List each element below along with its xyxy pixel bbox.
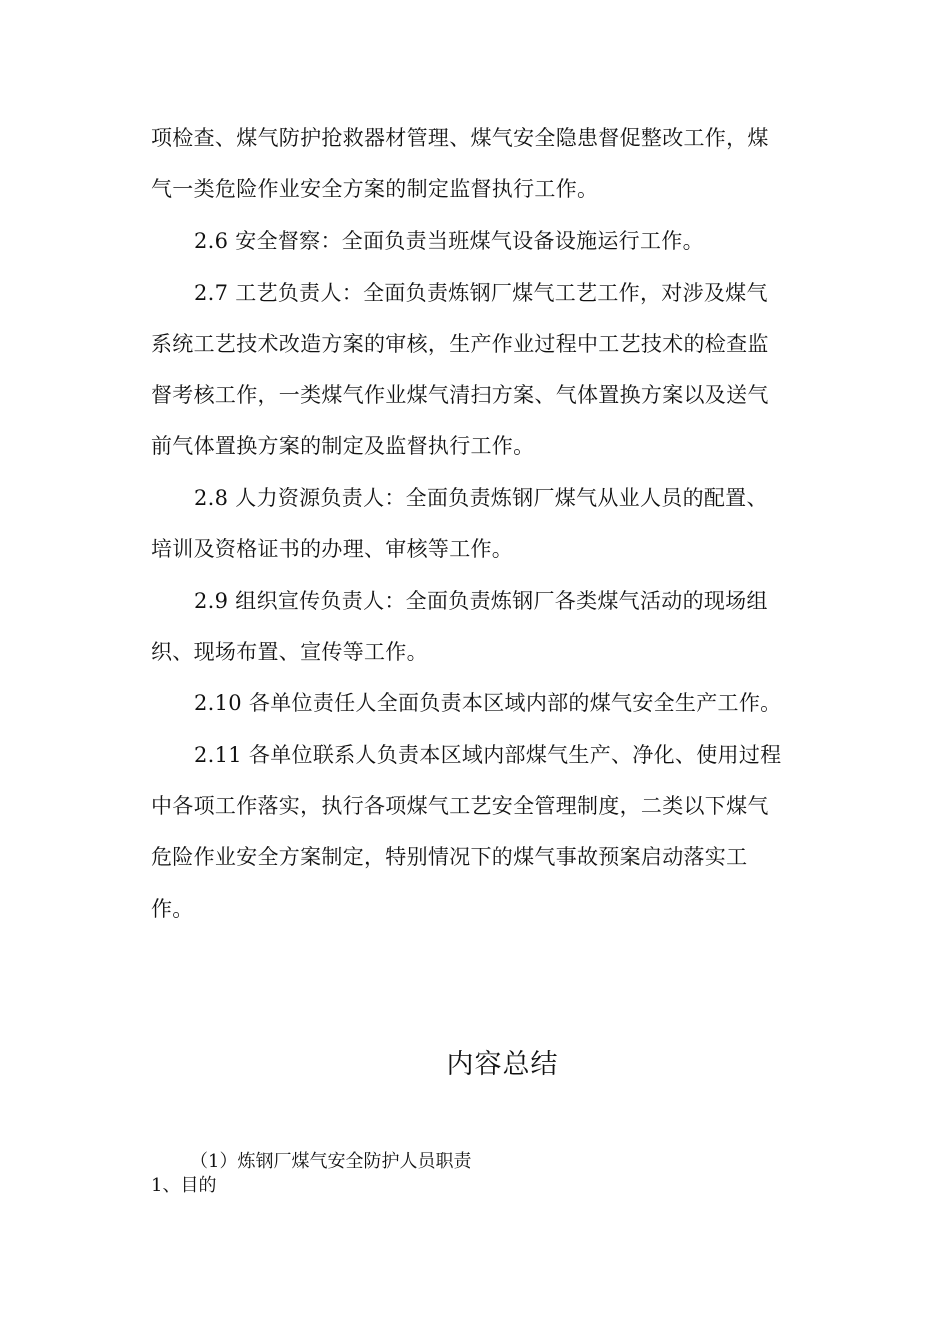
summary-item-2: 1、目的 <box>151 1175 217 1196</box>
body-line-3: 2.6 安全督察：全面负责当班煤气设备设施运行工作。 <box>194 229 704 253</box>
body-line-4: 2.7 工艺负责人：全面负责炼钢厂煤气工艺工作，对涉及煤气 <box>194 281 768 305</box>
body-line-8: 2.8 人力资源负责人：全面负责炼钢厂煤气从业人员的配置、 <box>194 486 768 510</box>
body-line-7: 前气体置换方案的制定及监督执行工作。 <box>151 434 535 458</box>
body-line-13: 2.11 各单位联系人负责本区域内部煤气生产、净化、使用过程 <box>194 743 782 767</box>
body-line-10: 2.9 组织宣传负责人：全面负责炼钢厂各类煤气活动的现场组 <box>194 589 768 613</box>
body-line-5: 系统工艺技术改造方案的审核，生产作业过程中工艺技术的检查监 <box>151 332 769 356</box>
body-line-15: 危险作业安全方案制定，特别情况下的煤气事故预案启动落实工 <box>151 845 748 869</box>
body-line-14: 中各项工作落实，执行各项煤气工艺安全管理制度，二类以下煤气 <box>151 794 769 818</box>
body-line-16: 作。 <box>151 897 194 921</box>
body-line-11: 织、现场布置、宣传等工作。 <box>151 640 428 664</box>
body-line-12: 2.10 各单位责任人全面负责本区域内部的煤气安全生产工作。 <box>194 691 782 715</box>
body-line-6: 督考核工作，一类煤气作业煤气清扫方案、气体置换方案以及送气 <box>151 383 769 407</box>
body-line-1: 项检查、煤气防护抢救器材管理、煤气安全隐患督促整改工作，煤 <box>151 126 769 150</box>
summary-heading: 内容总结 <box>446 1049 559 1080</box>
body-line-2: 气一类危险作业安全方案的制定监督执行工作。 <box>151 177 599 201</box>
body-line-9: 培训及资格证书的办理、审核等工作。 <box>151 537 514 561</box>
summary-item-1: （1）炼钢厂煤气安全防护人员职责 <box>190 1151 472 1172</box>
